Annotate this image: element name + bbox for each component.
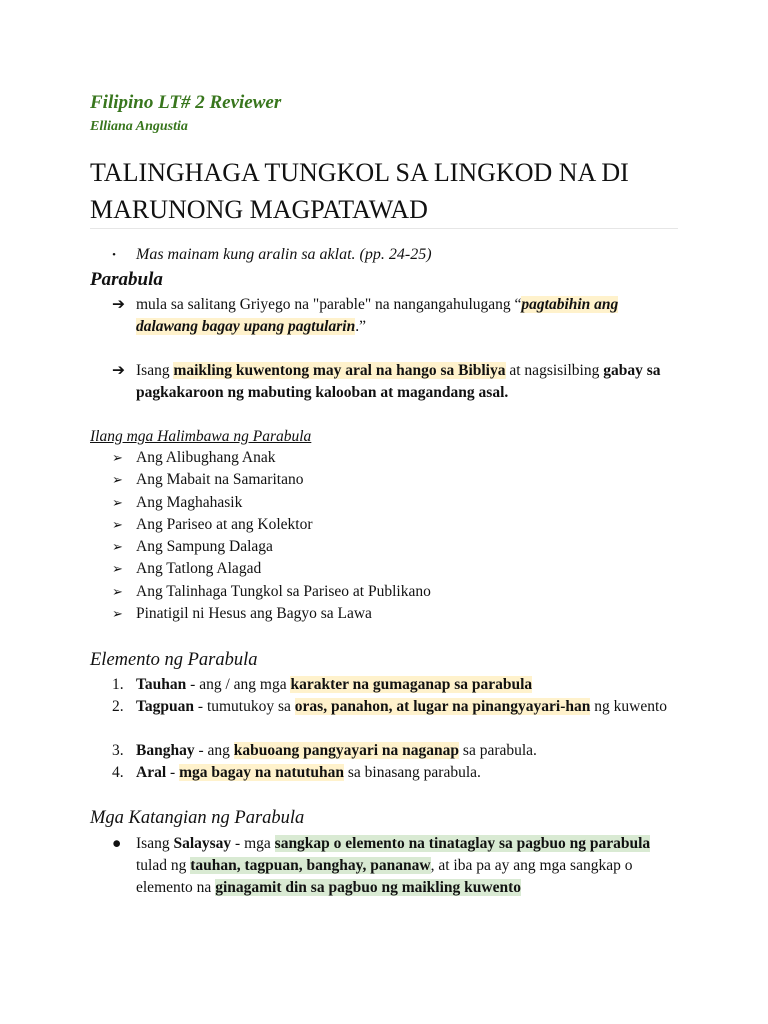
list-number: 3.	[112, 742, 124, 759]
highlighted-text: maikling kuwentong may aral na hango sa Bibliya	[173, 362, 506, 379]
katangian-text	[136, 833, 684, 899]
text-span: ng kuwento	[590, 698, 668, 715]
arrowhead-icon: ➢	[112, 472, 123, 488]
text-span: - tumutukoy sa	[194, 698, 295, 715]
bullet-icon: •	[112, 249, 116, 261]
parabula-definition-item	[112, 294, 682, 338]
note-text: Mas mainam kung aralin sa aklat. (pp. 24-25)	[136, 246, 432, 263]
text-span: tulad ng	[136, 857, 191, 874]
parabula-definition-text	[136, 294, 684, 338]
examples-title: Ilang mga Halimbawa ng Parabula	[90, 428, 312, 445]
document-title: Filipino LT# 2 Reviewer	[90, 92, 282, 113]
list-number: 1.	[112, 676, 124, 693]
elemento-heading: Elemento ng Parabula	[90, 650, 258, 670]
elemento-text	[136, 762, 676, 784]
heading-divider	[90, 228, 678, 229]
highlighted-text: kabuoang pangyayari na naganap	[233, 742, 460, 759]
document-author: Elliana Angustia	[90, 119, 188, 134]
bold-text: gabay sa pagkakaroon ng mabuting kalooban at magandang asal.	[136, 362, 661, 401]
parabula-description-item	[112, 360, 682, 404]
elemento-text	[136, 696, 676, 718]
text-span: Isang	[136, 835, 174, 852]
parabula-heading: Parabula	[90, 269, 163, 290]
list-item-text: Ang Pariseo at ang Kolektor	[136, 515, 313, 533]
arrowhead-icon: ➢	[112, 450, 123, 465]
text-span: - ang / ang mga	[186, 676, 291, 693]
text-span: , at iba pa ay ang mga sangkap o elemento na	[136, 857, 633, 896]
list-number: 2.	[112, 698, 124, 715]
term-text: Banghay	[136, 742, 195, 759]
elemento-text	[136, 740, 676, 762]
list-item-text: Ang Alibughang Anak	[136, 449, 276, 466]
highlighted-text: mga bagay na natutuhan	[179, 764, 345, 781]
highlighted-text: ginagamit din sa pagbuo ng maikling kuwento	[215, 879, 521, 896]
elemento-text	[136, 674, 676, 696]
list-number: 4.	[112, 764, 124, 781]
list-item-text: Ang Sampung Dalaga	[136, 538, 273, 556]
text-span: .”	[355, 318, 366, 335]
arrowhead-icon: ➢	[112, 494, 123, 510]
text-span: sa parabula.	[459, 742, 537, 759]
list-item-text: Ang Tatlong Alagad	[136, 560, 262, 578]
text-span: - mga	[231, 835, 275, 852]
katangian-heading: Mga Katangian ng Parabula	[90, 808, 305, 828]
arrowhead-icon: ➢	[112, 539, 123, 555]
term-text: Tauhan	[136, 676, 187, 693]
list-item-text: Ang Mabait na Samaritano	[136, 471, 304, 489]
arrowhead-icon: ➢	[112, 606, 123, 622]
highlighted-text: oras, panahon, at lugar na pinangyayari-han	[294, 698, 591, 715]
highlighted-text: tauhan, tagpuan, banghay, pananaw	[190, 857, 431, 874]
text-span: -	[166, 764, 180, 781]
arrowhead-icon: ➢	[112, 561, 123, 577]
parabula-description-text	[136, 360, 684, 404]
arrow-icon: ➔	[112, 362, 125, 379]
list-item-text: Ang Talinhaga Tungkol sa Pariseo at Publikano	[136, 582, 431, 600]
highlighted-text: sangkap o elemento na tinataglay sa pagbuo ng parabula	[274, 835, 651, 852]
highlighted-text: pagtabihin ang dalawang bagay upang pagtularin	[136, 296, 619, 335]
arrow-icon: ➔	[112, 296, 125, 313]
term-text: Aral	[136, 764, 167, 781]
arrowhead-icon: ➢	[112, 583, 123, 599]
term-text: Salaysay	[173, 835, 232, 852]
bullet-icon: ●	[112, 835, 122, 852]
text-span: sa binasang parabula.	[344, 764, 481, 781]
text-span: mula sa salitang Griyego na "parable" na nangangahulugang “	[136, 296, 522, 313]
arrowhead-icon: ➢	[112, 516, 123, 532]
text-span: - ang	[194, 742, 234, 759]
term-text: Tagpuan	[136, 698, 195, 715]
main-heading: TALINGHAGA TUNGKOL SA LINGKOD NA DI MARUNONG MAGPATAWAD	[90, 158, 629, 224]
list-item-text: Pinatigil ni Hesus ang Bagyo sa Lawa	[136, 605, 372, 623]
list-item-text: Ang Maghahasik	[136, 493, 243, 511]
text-span: at nagsisilbing	[505, 362, 604, 379]
highlighted-text: karakter na gumaganap sa parabula	[290, 676, 533, 693]
text-span: Isang	[136, 362, 174, 379]
